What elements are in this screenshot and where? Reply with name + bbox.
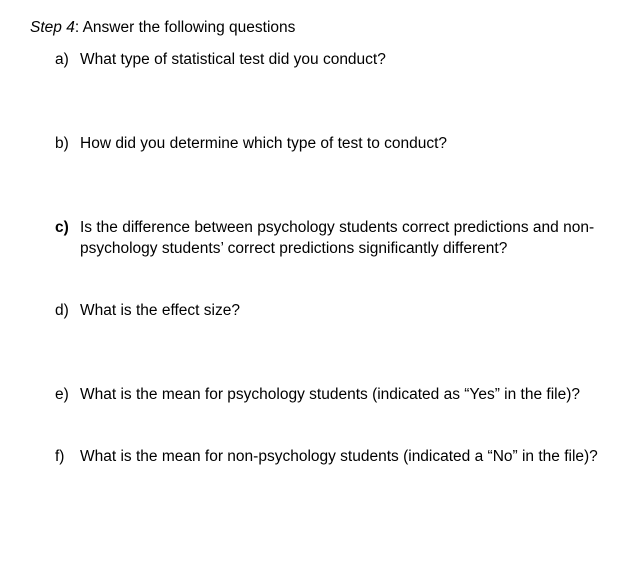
question-letter: e)	[55, 386, 69, 403]
question-c	[55, 217, 630, 259]
question-text: How did you determine which type of test to conduct?	[80, 135, 448, 152]
question-letter: f)	[55, 448, 65, 465]
question-letter: d)	[55, 302, 69, 319]
question-letter: b)	[55, 135, 69, 152]
question-text: Is the difference between psychology students correct predictions and non-psychology students’ correct predictions significantly different?	[80, 219, 595, 257]
step-separator: :	[74, 19, 80, 36]
question-text: What is the mean for psychology students (indicated as “Yes” in the file)?	[80, 386, 580, 403]
question-text: What is the mean for non-psychology students (indicated a “No” in the file)?	[80, 448, 598, 465]
question-letter: a)	[55, 51, 69, 68]
question-b	[55, 133, 630, 154]
question-d	[55, 300, 630, 321]
question-a	[55, 49, 630, 70]
step-text: Answer the following questions	[79, 19, 296, 36]
question-e	[55, 384, 630, 405]
question-f	[55, 446, 630, 467]
step-heading	[30, 17, 295, 38]
question-letter: c)	[55, 219, 69, 236]
question-text: What type of statistical test did you conduct?	[80, 51, 386, 68]
step-label: Step 4	[30, 19, 75, 36]
question-text: What is the effect size?	[80, 302, 240, 319]
